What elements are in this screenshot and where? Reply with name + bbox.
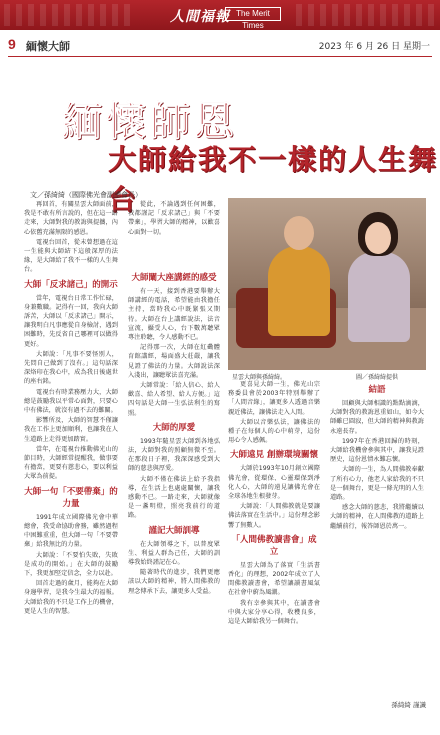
paragraph: 大師說：「不要怕失敗，失敗是成功的開始。」在大師的鼓勵下，我更加堅定信念，全力以赴。 xyxy=(24,551,118,577)
masthead xyxy=(0,0,440,30)
paragraph: 當年，在電視台推動佛光山的節目時，大師經常提醒我，做事要有擔當，更要有慈悲心，要以利益大眾為前提。 xyxy=(24,445,118,481)
paragraph: 我有幸參與其中，在讀書會中與大家分享心得，收穫良多，這是大師給我另一個舞台。 xyxy=(228,599,320,626)
byline: 文／孫綺綺（國際佛光會副總會長） xyxy=(30,191,142,199)
headline: 緬懷師恩 xyxy=(62,98,238,145)
paragraph: 有一天，接到香港要舉辦大師講經的電話，希望能由我擔任主持，當時我心中既緊張又期待。大師在台上講經說法，法音宣流，攝受人心，台下數萬聽眾專注聆聽，令人感動不已。 xyxy=(128,288,220,342)
header-divider xyxy=(8,56,432,57)
article-column-1 xyxy=(24,200,118,715)
subheading: 大師的厚愛 xyxy=(152,422,196,433)
article-column-2 xyxy=(128,268,220,715)
paragraph: 1991年成立國際佛光會中華總會，我受命協助會務，雖然過程中困難重重，但大師一句「不要帶棄」給我無比的力量。 xyxy=(24,513,118,549)
paragraph: 大師說：「人間佛教就是要讓佛法落實在生活中。」這份理念影響了無數人。 xyxy=(228,503,320,529)
subheadline: 大師給我不一樣的人生舞台 xyxy=(108,143,439,216)
article-photo xyxy=(228,198,426,370)
masthead-pattern-left xyxy=(4,4,134,26)
subheading: 謹記大師訓導 xyxy=(148,525,200,536)
paragraph: 星雲大師為了落實「生活書香化」的理想，2002年成立了人間佛教讀書會，希望讓讀書風氣在社會中蔚為風潮。 xyxy=(228,561,320,597)
newspaper-logo: 人間福報 xyxy=(170,9,230,25)
paragraph: 影響所及，大師的智慧不僅讓我在工作上更加順利，也讓我在人生道路上走得更加踏實。 xyxy=(24,417,118,443)
article-column-4 xyxy=(330,380,424,715)
paragraph: 大師說：「凡事不要怪別人，先問自己做到了沒有。」這句話深深烙印在我心中，成為我日後處世的座右銘。 xyxy=(24,350,118,386)
photo-figure-monk xyxy=(268,216,330,336)
paragraph: 再回首，有關星雲大師面前，我是不敢有所言說的，但在這一路走來，大師對我的教誨與提攜，內心依舊充滿無限的感恩。 xyxy=(24,201,118,236)
photo-caption: 星雲大師與孫綺綺。 xyxy=(232,374,287,381)
paragraph: 大師常說：「給人信心、給人歡喜、給人希望、給人方便。」這四句話是大師一生弘法利生的寫照。 xyxy=(128,382,220,417)
author-signature: 孫綺綺 謹識 xyxy=(391,701,426,709)
subheading: 結語 xyxy=(368,385,386,395)
paragraph: 電視台回首，從未曾想過在這一生能與大師結下這般深厚的法緣，是大師給了我不一樣的人生舞台。 xyxy=(24,238,118,274)
page-number: 9 xyxy=(8,36,16,52)
section-header xyxy=(0,36,440,54)
paragraph: 大師於1993年10月創立國際佛光會，從環保、心靈環保到淨化人心，大師的遠見讓佛光會在全球各地生根發芽。 xyxy=(228,465,320,501)
paragraph: 大師不僅在佛法上給予我指導，在生活上也處處關懷，讓我感動不已。一路走來，大師就像是一盞明燈，照亮我前行的道路。 xyxy=(128,475,220,520)
subheading: 大師闡大座講經的感受 xyxy=(131,273,217,283)
paragraph: 隨著時代的進步，我們更應該以大師的精神，將人間佛教的理念傳承下去，讓更多人受益。 xyxy=(128,569,220,595)
paragraph: 大師的一生，為人間佛教奉獻了所有心力，他老人家給我的不只是一個舞台，更是一條光明的人生道路。 xyxy=(330,466,424,502)
section-name: 緬懷大師 xyxy=(26,40,70,53)
paragraph: 回首走過的歲月，能夠在大師身邊學習，是我今生最大的福報。大師給我的不只是工作上的機會，更是人生的智慧。 xyxy=(24,580,118,615)
paragraph: 當年，電視台日常工作忙碌，身兼數職。記得有一回，我向大師訴苦，大師以「反求諸己」開示，讓我明白凡事應從自身檢討，遇到困難時，先反省自己哪裡可以做得更好。 xyxy=(24,294,118,348)
paragraph: 記得那一次，大師在紅磡體育館講經，場面盛大莊嚴，讓我見證了佛法的力量。大師說法深入淺出，讓聽眾法喜充滿。 xyxy=(128,344,220,379)
subheading: 「人間佛教讀書會」成立 xyxy=(231,534,317,557)
paragraph: 1993年隨星雲大師到各地弘法，大師對我的照顧無微不至。在那段日子裡，我深深感受到大師的慈悲與厚愛。 xyxy=(128,437,220,473)
issue-date: 2023 年 6 月 26 日 星期一 xyxy=(318,42,430,52)
article-column-3 xyxy=(228,380,320,715)
masthead-pattern-right xyxy=(296,4,436,26)
subheading: 大師遠見 創辦環境關懷 xyxy=(230,450,318,461)
newspaper-logo-english: The Merit Times xyxy=(225,7,281,21)
paragraph: 感念大師的慈悲，我將繼續以大師的精神，在人間佛教的道路上繼續前行，報答師恩於萬一。 xyxy=(330,504,424,530)
photo-figure-woman xyxy=(346,212,412,342)
paragraph: 大師以音樂弘法，讓佛法的種子在每個人的心中萌芽，這份用心令人感佩。 xyxy=(228,418,320,445)
paragraph: 回顧與大師相識的點點滴滴，大師對我的教誨恩重如山，如今大師雖已圓寂，但大師的精神與教誨永遠長存。 xyxy=(330,400,424,435)
paragraph: 1997年在香港回歸的時刻，大師給我機會參與其中，讓我見證歷史，這份恩情永難忘懷。 xyxy=(330,437,424,464)
paragraph: 更喜見大師一生，佛光山宗務委員會於2003年特別舉辦了「人間音緣」，讓更多人透過音樂親近佛法，讓佛法走入人間。 xyxy=(228,381,320,416)
photo-credit: 圖／孫綺綺提供 xyxy=(356,374,399,381)
subheading: 大師一句「不要帶棄」的力量 xyxy=(24,486,118,509)
article-column-2-top xyxy=(128,200,220,268)
paragraph: 電視台有時業務壓力大，大師總是鼓勵我以平常心面對，只要心中有佛法，就沒有過不去的難關。 xyxy=(24,388,118,415)
paragraph: 從此，不論遇到任何困難，我都謹記「反求諸己」與「不要帶棄」，學習大師的精神，以歡喜心面對一切。 xyxy=(128,201,220,236)
paragraph: 在大師領導之下，以普度眾生、利益人群為己任，大師的訓導我始終謹記在心。 xyxy=(128,540,220,567)
subheading: 大師「反求諸己」的開示 xyxy=(24,279,118,290)
